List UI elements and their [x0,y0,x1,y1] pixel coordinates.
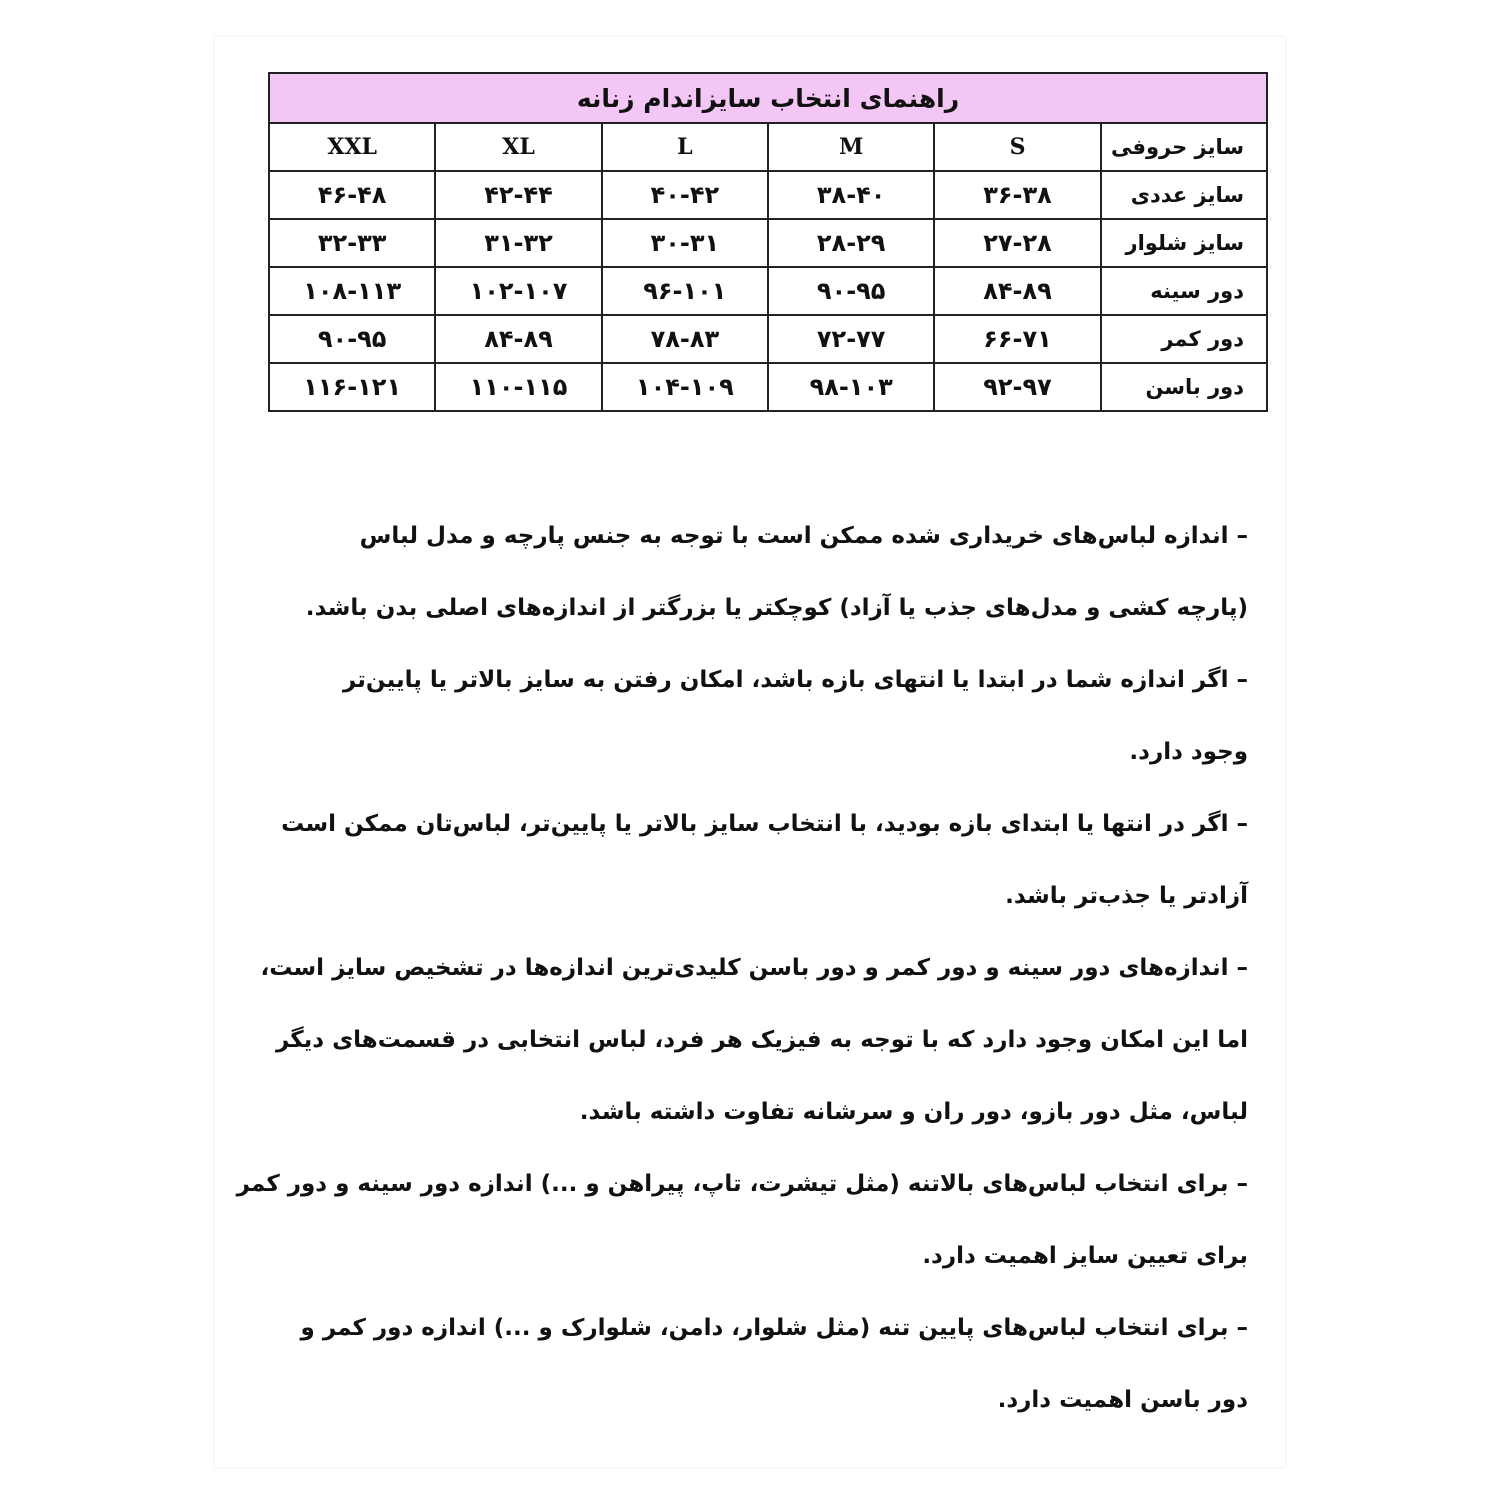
cell-value: ۸۴-۸۹ [435,315,601,363]
cell-value: ۳۸-۴۰ [768,171,934,219]
cell-value: ۳۶-۳۸ [934,171,1100,219]
cell-value: ۴۶-۴۸ [269,171,435,219]
note-line: برای تعیین سایز اهمیت دارد. [922,1243,1248,1269]
cell-letter-xxl: XXL [269,123,435,171]
row-label-waist: دور کمر [1101,315,1267,363]
cell-value: ۱۰۸-۱۱۳ [269,267,435,315]
row-label-numeric-size: سایز عددی [1101,171,1267,219]
cell-letter-s: S [934,123,1100,171]
note-line: – برای انتخاب لباس‌های بالاتنه (مثل تیشرت، تاپ، پیراهن و ...) اندازه دور سینه و دور کمر [236,1171,1248,1197]
cell-value: ۸۴-۸۹ [934,267,1100,315]
table-title: راهنمای انتخاب سایزاندام زنانه [269,73,1267,123]
note-line: آزادتر یا جذب‌تر باشد. [1005,883,1248,909]
cell-value: ۱۱۰-۱۱۵ [435,363,601,411]
cell-value: ۴۲-۴۴ [435,171,601,219]
note-line: – اگر در انتها یا ابتدای بازه بودید، با انتخاب سایز بالاتر یا پایین‌تر، لباس‌تان ممکن است [281,811,1248,837]
cell-letter-m: M [768,123,934,171]
table-row [269,363,1267,411]
note-line: – اندازه لباس‌های خریداری شده ممکن است با توجه به جنس پارچه و مدل لباس [359,523,1248,549]
note-line: – اگر اندازه شما در ابتدا یا انتهای بازه باشد، امکان رفتن به سایز بالاتر یا پایین‌تر [342,667,1248,693]
cell-value: ۳۲-۳۳ [269,219,435,267]
note-line: (پارچه کشی و مدل‌های جذب یا آزاد) کوچکتر یا بزرگتر از اندازه‌های اصلی بدن باشد. [305,595,1248,621]
cell-value: ۹۰-۹۵ [768,267,934,315]
table-title-row [269,73,1267,123]
cell-letter-l: L [602,123,768,171]
note-line: – اندازه‌های دور سینه و دور کمر و دور باسن کلیدی‌ترین اندازه‌ها در تشخیص سایز است، [260,955,1248,981]
cell-value: ۳۰-۳۱ [602,219,768,267]
note-line: لباس، مثل دور بازو، دور ران و سرشانه تفاوت داشته باشد. [579,1099,1248,1125]
row-label-chest: دور سینه [1101,267,1267,315]
cell-value: ۹۲-۹۷ [934,363,1100,411]
size-chart-table [268,72,1268,412]
table-row [269,171,1267,219]
note-line: وجود دارد. [1129,739,1248,765]
note-line: – برای انتخاب لباس‌های پایین تنه (مثل شلوار، دامن، شلوارک و ...) اندازه دور کمر و [300,1315,1248,1341]
cell-value: ۱۱۶-۱۲۱ [269,363,435,411]
row-label-pants-size: سایز شلوار [1101,219,1267,267]
note-line: اما این امکان وجود دارد که با توجه به فیزیک هر فرد، لباس انتخابی در قسمت‌های دیگر [275,1027,1248,1053]
cell-value: ۹۰-۹۵ [269,315,435,363]
cell-value: ۲۸-۲۹ [768,219,934,267]
cell-value: ۷۲-۷۷ [768,315,934,363]
table-row [269,123,1267,171]
cell-value: ۷۸-۸۳ [602,315,768,363]
cell-value: ۴۰-۴۲ [602,171,768,219]
table-row [269,219,1267,267]
cell-value: ۹۶-۱۰۱ [602,267,768,315]
row-label-hips: دور باسن [1101,363,1267,411]
cell-value: ۱۰۲-۱۰۷ [435,267,601,315]
cell-value: ۲۷-۲۸ [934,219,1100,267]
cell-value: ۶۶-۷۱ [934,315,1100,363]
cell-value: ۳۱-۳۲ [435,219,601,267]
cell-value: ۱۰۴-۱۰۹ [602,363,768,411]
note-line: دور باسن اهمیت دارد. [997,1387,1248,1413]
table-row [269,315,1267,363]
cell-value: ۹۸-۱۰۳ [768,363,934,411]
size-guide-notes [218,500,1248,1436]
row-label-letter-size: سایز حروفی [1101,123,1267,171]
cell-letter-xl: XL [435,123,601,171]
table-row [269,267,1267,315]
